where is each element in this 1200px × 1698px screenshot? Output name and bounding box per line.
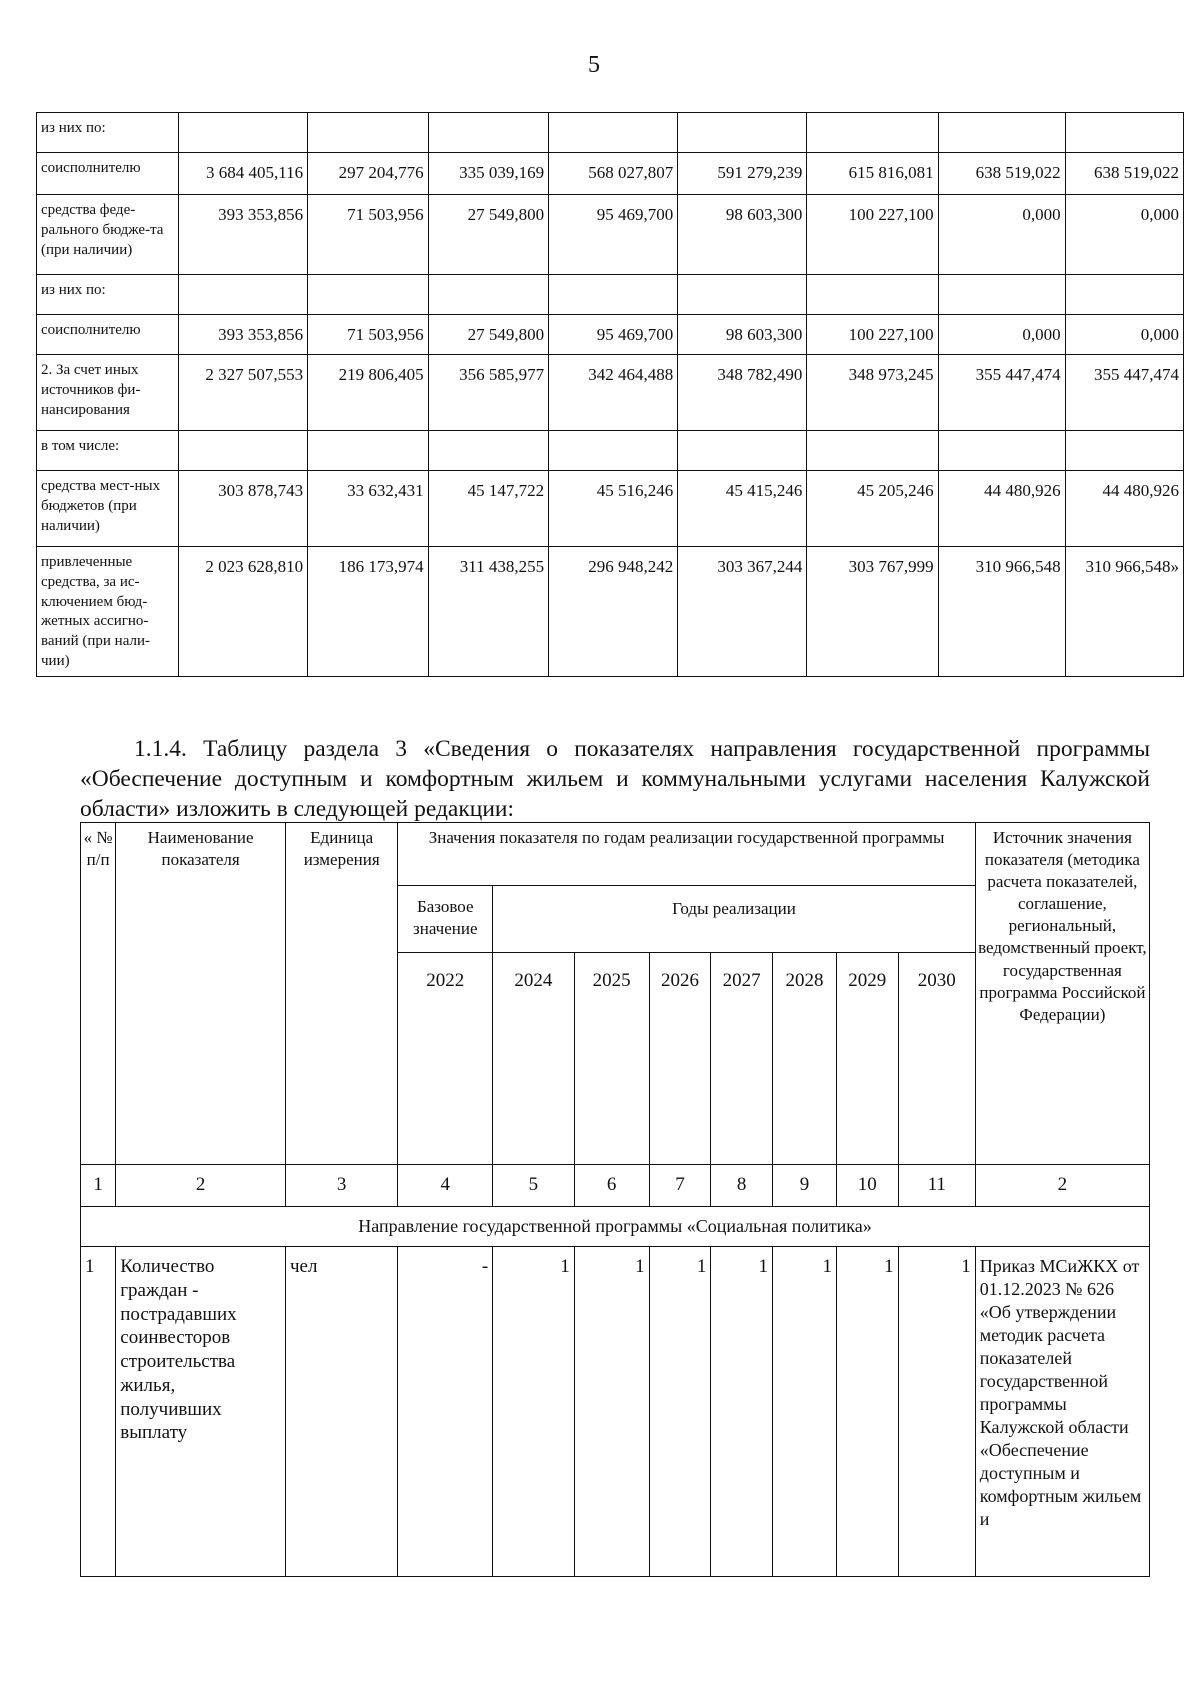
finance-cell: 335 039,169 (428, 153, 549, 195)
finance-cell: 310 966,548» (1065, 547, 1183, 677)
header-source: Источник значения показателя (методика расчета показателей, соглашение, региональный, ведомственный проект, государственная программа Российской Федерации) (975, 823, 1149, 1165)
finance-cell (678, 431, 807, 471)
finance-cell (308, 431, 429, 471)
finance-cell (1065, 275, 1183, 315)
column-number-row (81, 1165, 1150, 1207)
direction-row (81, 1206, 1150, 1246)
finance-cell: 71 503,956 (308, 195, 429, 275)
finance-row (37, 547, 1184, 677)
row-value: 1 (773, 1247, 837, 1577)
finance-row (37, 153, 1184, 195)
finance-cell: 342 464,488 (549, 355, 678, 431)
header-year: 2029 (836, 953, 898, 1165)
finance-cell: 44 480,926 (938, 471, 1065, 547)
finance-cell (179, 431, 308, 471)
column-number: 10 (836, 1165, 898, 1207)
row-num: 1 (81, 1247, 116, 1577)
finance-cell: 0,000 (1065, 195, 1183, 275)
finance-row-label: в том числе: (37, 431, 179, 471)
finance-cell (428, 431, 549, 471)
finance-cell (179, 275, 308, 315)
intro-paragraph (80, 734, 1150, 824)
finance-cell: 98 603,300 (678, 315, 807, 355)
header-year: 2030 (898, 953, 975, 1165)
finance-cell: 95 469,700 (549, 315, 678, 355)
finance-cell (308, 275, 429, 315)
finance-cell: 303 767,999 (807, 547, 938, 677)
finance-cell (179, 113, 308, 153)
header-base-year: 2022 (398, 953, 493, 1165)
finance-row (37, 113, 1184, 153)
finance-row-label: средства феде-ральногo бюдже-та (при наличии) (37, 195, 179, 275)
direction-title: Направление государственной программы «Социальная политика» (81, 1206, 1150, 1246)
finance-cell (807, 431, 938, 471)
intro-number: 1.1.4. (134, 736, 187, 762)
column-number: 2 (975, 1165, 1149, 1207)
row-value: 1 (493, 1247, 575, 1577)
finance-cell: 348 782,490 (678, 355, 807, 431)
finance-cell: 311 438,255 (428, 547, 549, 677)
column-number: 2 (116, 1165, 286, 1207)
finance-cell: 348 973,245 (807, 355, 938, 431)
finance-cell: 356 585,977 (428, 355, 549, 431)
finance-cell: 45 415,246 (678, 471, 807, 547)
header-num: « № п/п (81, 823, 116, 1165)
finance-cell (428, 275, 549, 315)
column-number: 5 (493, 1165, 575, 1207)
finance-cell: 355 447,474 (1065, 355, 1183, 431)
finance-cell: 568 027,807 (549, 153, 678, 195)
finance-cell: 615 816,081 (807, 153, 938, 195)
finance-cell: 98 603,300 (678, 195, 807, 275)
finance-cell: 95 469,700 (549, 195, 678, 275)
finance-cell (549, 113, 678, 153)
row-value: 1 (649, 1247, 711, 1577)
finance-row (37, 431, 1184, 471)
row-value: 1 (898, 1247, 975, 1577)
column-number: 9 (773, 1165, 837, 1207)
finance-cell (938, 113, 1065, 153)
finance-cell (549, 431, 678, 471)
finance-cell: 0,000 (938, 195, 1065, 275)
finance-cell (678, 275, 807, 315)
finance-cell (1065, 113, 1183, 153)
finance-cell (549, 275, 678, 315)
finance-cell: 45 205,246 (807, 471, 938, 547)
finance-row (37, 315, 1184, 355)
finance-cell: 100 227,100 (807, 315, 938, 355)
row-value: 1 (574, 1247, 649, 1577)
finance-cell (807, 113, 938, 153)
row-source: Приказ МСиЖКХ от 01.12.2023 № 626 «Об утверждении методик расчета показателей государственной программы Калужской области «Обеспечение доступным и комфортным жильем и (975, 1247, 1149, 1577)
finance-cell: 186 173,974 (308, 547, 429, 677)
header-year: 2028 (773, 953, 837, 1165)
finance-cell: 393 353,856 (179, 195, 308, 275)
finance-row (37, 195, 1184, 275)
header-years-group: Годы реализации (493, 886, 976, 953)
finance-cell: 310 966,548 (938, 547, 1065, 677)
finance-cell: 393 353,856 (179, 315, 308, 355)
finance-row-label: из них по: (37, 113, 179, 153)
finance-cell: 44 480,926 (1065, 471, 1183, 547)
finance-cell: 219 806,405 (308, 355, 429, 431)
finance-table (36, 112, 1184, 677)
header-values-group: Значения показателя по годам реализации государственной программы (398, 823, 975, 886)
finance-cell: 355 447,474 (938, 355, 1065, 431)
finance-row (37, 355, 1184, 431)
finance-cell: 71 503,956 (308, 315, 429, 355)
finance-cell: 2 023 628,810 (179, 547, 308, 677)
column-number: 3 (285, 1165, 397, 1207)
finance-cell: 0,000 (1065, 315, 1183, 355)
indicators-table (80, 822, 1150, 1577)
finance-cell (938, 431, 1065, 471)
column-number: 4 (398, 1165, 493, 1207)
column-number: 6 (574, 1165, 649, 1207)
finance-row-label: соисполнителю (37, 153, 179, 195)
finance-cell: 33 632,431 (308, 471, 429, 547)
column-number: 8 (711, 1165, 773, 1207)
finance-cell: 638 519,022 (938, 153, 1065, 195)
finance-cell (308, 113, 429, 153)
header-year: 2024 (493, 953, 575, 1165)
finance-cell: 45 147,722 (428, 471, 549, 547)
finance-cell (938, 275, 1065, 315)
finance-row-label: из них по: (37, 275, 179, 315)
finance-cell: 2 327 507,553 (179, 355, 308, 431)
header-year: 2027 (711, 953, 773, 1165)
row-base: - (398, 1247, 493, 1577)
finance-row-label: привлеченные средства, за ис-ключением бюд-жетных ассигно-ваний (при нали-чии) (37, 547, 179, 677)
finance-row-label: соисполнителю (37, 315, 179, 355)
finance-cell: 0,000 (938, 315, 1065, 355)
column-number: 11 (898, 1165, 975, 1207)
finance-row (37, 275, 1184, 315)
finance-cell: 591 279,239 (678, 153, 807, 195)
finance-cell (807, 275, 938, 315)
finance-row-label: 2. За счет иных источников фи-нансирования (37, 355, 179, 431)
finance-cell: 27 549,800 (428, 315, 549, 355)
header-base: Базовое значение (398, 886, 493, 953)
finance-cell (428, 113, 549, 153)
row-value: 1 (836, 1247, 898, 1577)
header-year: 2025 (574, 953, 649, 1165)
row-unit: чел (285, 1247, 397, 1577)
finance-row (37, 471, 1184, 547)
column-number: 1 (81, 1165, 116, 1207)
header-unit: Единица измерения (285, 823, 397, 1165)
finance-cell: 638 519,022 (1065, 153, 1183, 195)
page-number: 5 (588, 52, 600, 78)
finance-cell: 296 948,242 (549, 547, 678, 677)
column-number: 7 (649, 1165, 711, 1207)
finance-cell: 100 227,100 (807, 195, 938, 275)
row-value: 1 (711, 1247, 773, 1577)
finance-cell: 3 684 405,116 (179, 153, 308, 195)
finance-row-label: средства мест-ных бюджетов (при наличии) (37, 471, 179, 547)
finance-cell (678, 113, 807, 153)
finance-cell: 303 878,743 (179, 471, 308, 547)
row-name: Количество граждан - пострадавших соинвесторов строительства жилья, получивших выплату (116, 1247, 286, 1577)
finance-cell: 27 549,800 (428, 195, 549, 275)
intro-text: Таблицу раздела 3 «Сведения о показателях направления государственной программы «Обеспечение доступным и комфортным жильем и коммунальными услугами населения Калужской области» изложить в следующей редакции: (80, 736, 1150, 822)
header-row-1 (81, 823, 1150, 886)
header-name: Наименование показателя (116, 823, 286, 1165)
finance-cell (1065, 431, 1183, 471)
finance-cell: 45 516,246 (549, 471, 678, 547)
finance-cell: 303 367,244 (678, 547, 807, 677)
header-year: 2026 (649, 953, 711, 1165)
indicator-row (81, 1247, 1150, 1577)
finance-cell: 297 204,776 (308, 153, 429, 195)
